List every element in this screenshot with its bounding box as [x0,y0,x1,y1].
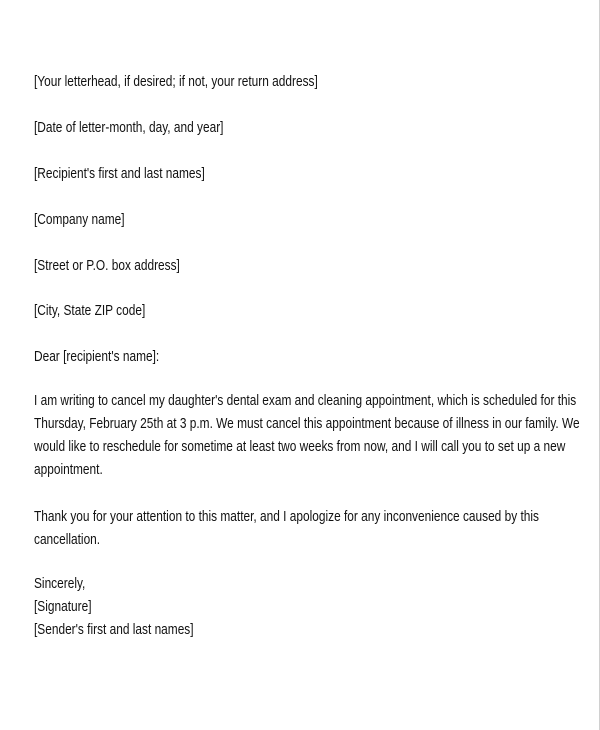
body-paragraph-1-line: I am writing to cancel my daughter's dental exam and cleaning appointment, which is scheduled for this [34,393,577,409]
sender-name-line: [Sender's first and last names] [34,622,194,638]
body-paragraph-1-line: Thursday, February 25th at 3 p.m. We must cancel this appointment because of illness in our family. We [34,416,580,432]
street-address-line: [Street or P.O. box address] [34,258,180,274]
body-paragraph-1 [34,390,580,482]
body-paragraph-1-line: would like to reschedule for sometime at least two weeks from now, and I will call you to set up a new [34,439,566,455]
closing: Sincerely, [34,576,86,592]
recipient-name-line: [Recipient's first and last names] [34,166,205,182]
body-paragraph-2 [34,506,575,552]
signature-placeholder: [Signature] [34,599,92,615]
salutation: Dear [recipient's name]: [34,349,160,365]
letterhead-line: [Your letterhead, if desired; if not, your return address] [34,74,318,90]
company-name-line: [Company name] [34,212,125,228]
city-state-zip-line: [City, State ZIP code] [34,303,146,319]
body-paragraph-2-line: Thank you for your attention to this matter, and I apologize for any inconvenience caused by this [34,509,539,525]
body-paragraph-2-line: cancellation. [34,532,101,548]
body-paragraph-1-line: appointment. [34,462,103,478]
date-line: [Date of letter-month, day, and year] [34,120,224,136]
